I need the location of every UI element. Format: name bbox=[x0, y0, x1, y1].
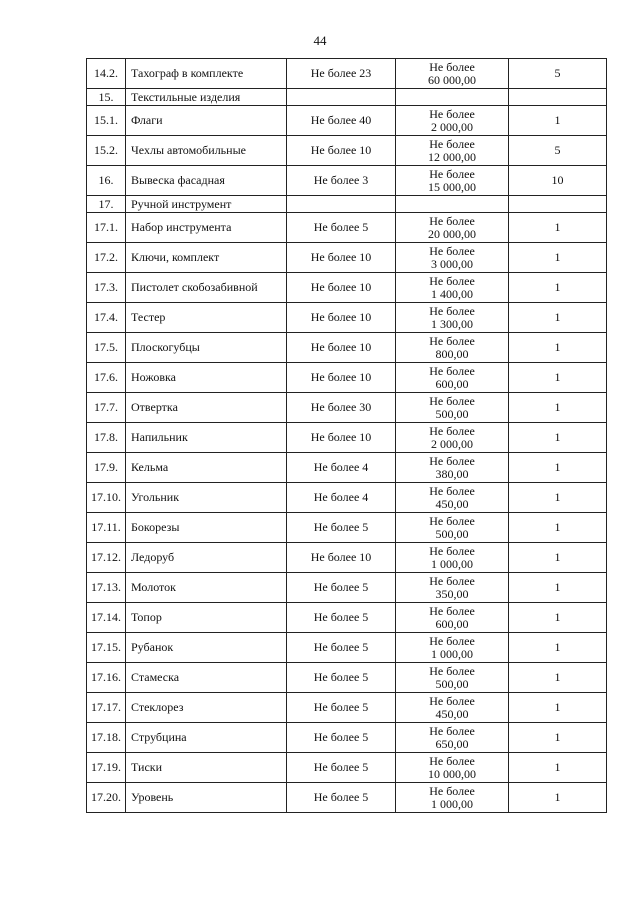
item-price bbox=[396, 633, 509, 663]
price-prefix: Не более bbox=[429, 453, 475, 468]
item-quantity: Не более 10 bbox=[287, 543, 396, 573]
item-service-life: 1 bbox=[509, 333, 607, 363]
item-service-life: 1 bbox=[509, 423, 607, 453]
table-row bbox=[87, 243, 607, 273]
item-name: Напильник bbox=[126, 423, 287, 453]
item-name: Ручной инструмент bbox=[126, 196, 287, 213]
goods-table bbox=[86, 58, 607, 813]
item-name: Чехлы автомобильные bbox=[126, 136, 287, 166]
price-prefix: Не более bbox=[429, 213, 475, 228]
table-row bbox=[87, 423, 607, 453]
price-value: 2 000,00 bbox=[431, 119, 473, 134]
item-price bbox=[396, 453, 509, 483]
price-prefix: Не более bbox=[429, 59, 475, 74]
price-value: 10 000,00 bbox=[428, 766, 476, 781]
item-number: 17.19. bbox=[87, 753, 126, 783]
item-name: Плоскогубцы bbox=[126, 333, 287, 363]
price-value: 600,00 bbox=[435, 616, 469, 631]
table-row bbox=[87, 753, 607, 783]
item-number: 17.11. bbox=[87, 513, 126, 543]
item-number: 15.2. bbox=[87, 136, 126, 166]
item-number: 17.2. bbox=[87, 243, 126, 273]
item-service-life bbox=[509, 196, 607, 213]
item-quantity: Не более 5 bbox=[287, 213, 396, 243]
price-prefix: Не более bbox=[429, 363, 475, 378]
table-row bbox=[87, 303, 607, 333]
item-quantity: Не более 4 bbox=[287, 453, 396, 483]
table-row bbox=[87, 136, 607, 166]
item-service-life: 1 bbox=[509, 543, 607, 573]
item-service-life: 1 bbox=[509, 693, 607, 723]
table-row bbox=[87, 59, 607, 89]
item-quantity: Не более 5 bbox=[287, 633, 396, 663]
item-number: 17.6. bbox=[87, 363, 126, 393]
item-quantity: Не более 10 bbox=[287, 303, 396, 333]
item-quantity: Не более 5 bbox=[287, 663, 396, 693]
price-value: 500,00 bbox=[435, 526, 469, 541]
item-number: 17.18. bbox=[87, 723, 126, 753]
price-value: 1 000,00 bbox=[431, 646, 473, 661]
item-quantity: Не более 10 bbox=[287, 136, 396, 166]
price-prefix: Не более bbox=[429, 166, 475, 181]
table-row bbox=[87, 573, 607, 603]
table-row bbox=[87, 106, 607, 136]
item-quantity: Не более 3 bbox=[287, 166, 396, 196]
price-value: 12 000,00 bbox=[428, 149, 476, 164]
price-prefix: Не более bbox=[429, 663, 475, 678]
table-row bbox=[87, 513, 607, 543]
item-quantity: Не более 10 bbox=[287, 333, 396, 363]
item-service-life: 1 bbox=[509, 213, 607, 243]
item-service-life: 10 bbox=[509, 166, 607, 196]
price-value: 380,00 bbox=[435, 466, 469, 481]
item-name: Струбцина bbox=[126, 723, 287, 753]
table-row bbox=[87, 213, 607, 243]
item-service-life: 1 bbox=[509, 453, 607, 483]
table-row bbox=[87, 363, 607, 393]
item-quantity: Не более 5 bbox=[287, 693, 396, 723]
item-name: Ножовка bbox=[126, 363, 287, 393]
item-service-life: 5 bbox=[509, 136, 607, 166]
item-number: 17.7. bbox=[87, 393, 126, 423]
table-row bbox=[87, 693, 607, 723]
item-service-life: 5 bbox=[509, 59, 607, 89]
item-quantity: Не более 5 bbox=[287, 573, 396, 603]
item-price bbox=[396, 59, 509, 89]
item-price bbox=[396, 513, 509, 543]
item-quantity bbox=[287, 89, 396, 106]
item-quantity: Не более 30 bbox=[287, 393, 396, 423]
item-number: 17.15. bbox=[87, 633, 126, 663]
item-quantity: Не более 4 bbox=[287, 483, 396, 513]
item-number: 15.1. bbox=[87, 106, 126, 136]
item-quantity: Не более 10 bbox=[287, 243, 396, 273]
table-row bbox=[87, 453, 607, 483]
item-price bbox=[396, 483, 509, 513]
item-price bbox=[396, 273, 509, 303]
item-quantity bbox=[287, 196, 396, 213]
item-quantity: Не более 5 bbox=[287, 603, 396, 633]
table-row bbox=[87, 783, 607, 813]
table-row bbox=[87, 89, 607, 106]
item-name: Угольник bbox=[126, 483, 287, 513]
item-service-life: 1 bbox=[509, 603, 607, 633]
item-service-life: 1 bbox=[509, 663, 607, 693]
item-price bbox=[396, 89, 509, 106]
item-number: 17.14. bbox=[87, 603, 126, 633]
item-name: Уровень bbox=[126, 783, 287, 813]
item-service-life: 1 bbox=[509, 273, 607, 303]
item-service-life: 1 bbox=[509, 393, 607, 423]
item-name: Бокорезы bbox=[126, 513, 287, 543]
item-service-life: 1 bbox=[509, 573, 607, 603]
item-quantity: Не более 40 bbox=[287, 106, 396, 136]
price-value: 60 000,00 bbox=[428, 72, 476, 87]
item-name: Молоток bbox=[126, 573, 287, 603]
price-prefix: Не более bbox=[429, 783, 475, 798]
item-name: Набор инструмента bbox=[126, 213, 287, 243]
item-price bbox=[396, 333, 509, 363]
table-row bbox=[87, 543, 607, 573]
price-prefix: Не более bbox=[429, 573, 475, 588]
item-service-life: 1 bbox=[509, 633, 607, 663]
table-row bbox=[87, 603, 607, 633]
item-price bbox=[396, 603, 509, 633]
item-name: Рубанок bbox=[126, 633, 287, 663]
item-number: 17.8. bbox=[87, 423, 126, 453]
price-value: 650,00 bbox=[435, 736, 469, 751]
item-price bbox=[396, 303, 509, 333]
item-service-life: 1 bbox=[509, 303, 607, 333]
table-row bbox=[87, 723, 607, 753]
price-prefix: Не более bbox=[429, 273, 475, 288]
price-value: 1 300,00 bbox=[431, 316, 473, 331]
item-number: 17.16. bbox=[87, 663, 126, 693]
item-quantity: Не более 5 bbox=[287, 513, 396, 543]
item-number: 17.17. bbox=[87, 693, 126, 723]
item-number: 17.10. bbox=[87, 483, 126, 513]
table-row bbox=[87, 663, 607, 693]
item-quantity: Не более 10 bbox=[287, 273, 396, 303]
item-price bbox=[396, 166, 509, 196]
item-quantity: Не более 5 bbox=[287, 783, 396, 813]
item-name: Тахограф в комплекте bbox=[126, 59, 287, 89]
table-row bbox=[87, 196, 607, 213]
item-quantity: Не более 10 bbox=[287, 363, 396, 393]
item-number: 14.2. bbox=[87, 59, 126, 89]
item-name: Стамеска bbox=[126, 663, 287, 693]
item-name: Флаги bbox=[126, 106, 287, 136]
item-name: Ключи, комплект bbox=[126, 243, 287, 273]
item-service-life: 1 bbox=[509, 783, 607, 813]
price-prefix: Не более bbox=[429, 106, 475, 121]
item-price bbox=[396, 136, 509, 166]
price-value: 450,00 bbox=[435, 706, 469, 721]
table-row bbox=[87, 333, 607, 363]
item-price bbox=[396, 573, 509, 603]
item-number: 15. bbox=[87, 89, 126, 106]
price-prefix: Не более bbox=[429, 393, 475, 408]
item-service-life: 1 bbox=[509, 106, 607, 136]
item-price bbox=[396, 693, 509, 723]
goods-table-body bbox=[87, 59, 607, 813]
item-service-life: 1 bbox=[509, 753, 607, 783]
item-name: Ледоруб bbox=[126, 543, 287, 573]
price-prefix: Не более bbox=[429, 243, 475, 258]
price-value: 800,00 bbox=[435, 346, 469, 361]
price-prefix: Не более bbox=[429, 423, 475, 438]
price-value: 20 000,00 bbox=[428, 226, 476, 241]
price-value: 2 000,00 bbox=[431, 436, 473, 451]
price-prefix: Не более bbox=[429, 693, 475, 708]
item-price bbox=[396, 753, 509, 783]
item-quantity: Не более 23 bbox=[287, 59, 396, 89]
item-name: Тестер bbox=[126, 303, 287, 333]
item-number: 17.20. bbox=[87, 783, 126, 813]
price-value: 1 000,00 bbox=[431, 556, 473, 571]
item-price bbox=[396, 423, 509, 453]
price-value: 500,00 bbox=[435, 406, 469, 421]
price-prefix: Не более bbox=[429, 723, 475, 738]
item-name: Вывеска фасадная bbox=[126, 166, 287, 196]
price-value: 600,00 bbox=[435, 376, 469, 391]
item-name: Топор bbox=[126, 603, 287, 633]
item-quantity: Не более 10 bbox=[287, 423, 396, 453]
item-number: 16. bbox=[87, 166, 126, 196]
price-prefix: Не более bbox=[429, 513, 475, 528]
item-number: 17. bbox=[87, 196, 126, 213]
item-price bbox=[396, 723, 509, 753]
item-price bbox=[396, 196, 509, 213]
item-price bbox=[396, 243, 509, 273]
price-prefix: Не более bbox=[429, 603, 475, 618]
price-value: 3 000,00 bbox=[431, 256, 473, 271]
item-number: 17.1. bbox=[87, 213, 126, 243]
price-prefix: Не более bbox=[429, 753, 475, 768]
item-price bbox=[396, 213, 509, 243]
table-row bbox=[87, 166, 607, 196]
item-service-life: 1 bbox=[509, 513, 607, 543]
item-number: 17.4. bbox=[87, 303, 126, 333]
price-prefix: Не более bbox=[429, 483, 475, 498]
page-number: 44 bbox=[313, 33, 327, 48]
table-row bbox=[87, 483, 607, 513]
item-number: 17.3. bbox=[87, 273, 126, 303]
item-number: 17.13. bbox=[87, 573, 126, 603]
table-row bbox=[87, 633, 607, 663]
item-number: 17.9. bbox=[87, 453, 126, 483]
item-name: Отвертка bbox=[126, 393, 287, 423]
table-row bbox=[87, 393, 607, 423]
price-value: 1 000,00 bbox=[431, 796, 473, 811]
table-row bbox=[87, 273, 607, 303]
item-name: Пистолет скобозабивной bbox=[126, 273, 287, 303]
price-prefix: Не более bbox=[429, 633, 475, 648]
item-number: 17.12. bbox=[87, 543, 126, 573]
item-price bbox=[396, 783, 509, 813]
price-prefix: Не более bbox=[429, 333, 475, 348]
price-value: 1 400,00 bbox=[431, 286, 473, 301]
item-service-life: 1 bbox=[509, 363, 607, 393]
item-name: Кельма bbox=[126, 453, 287, 483]
item-price bbox=[396, 106, 509, 136]
item-price bbox=[396, 663, 509, 693]
item-service-life: 1 bbox=[509, 243, 607, 273]
item-name: Текстильные изделия bbox=[126, 89, 287, 106]
price-prefix: Не более bbox=[429, 303, 475, 318]
price-value: 350,00 bbox=[435, 586, 469, 601]
item-quantity: Не более 5 bbox=[287, 723, 396, 753]
item-price bbox=[396, 543, 509, 573]
price-value: 500,00 bbox=[435, 676, 469, 691]
item-name: Стеклорез bbox=[126, 693, 287, 723]
item-name: Тиски bbox=[126, 753, 287, 783]
price-value: 15 000,00 bbox=[428, 179, 476, 194]
item-number: 17.5. bbox=[87, 333, 126, 363]
item-price bbox=[396, 363, 509, 393]
price-value: 450,00 bbox=[435, 496, 469, 511]
price-prefix: Не более bbox=[429, 543, 475, 558]
item-price bbox=[396, 393, 509, 423]
item-service-life bbox=[509, 89, 607, 106]
price-prefix: Не более bbox=[429, 136, 475, 151]
item-quantity: Не более 5 bbox=[287, 753, 396, 783]
item-service-life: 1 bbox=[509, 723, 607, 753]
item-service-life: 1 bbox=[509, 483, 607, 513]
